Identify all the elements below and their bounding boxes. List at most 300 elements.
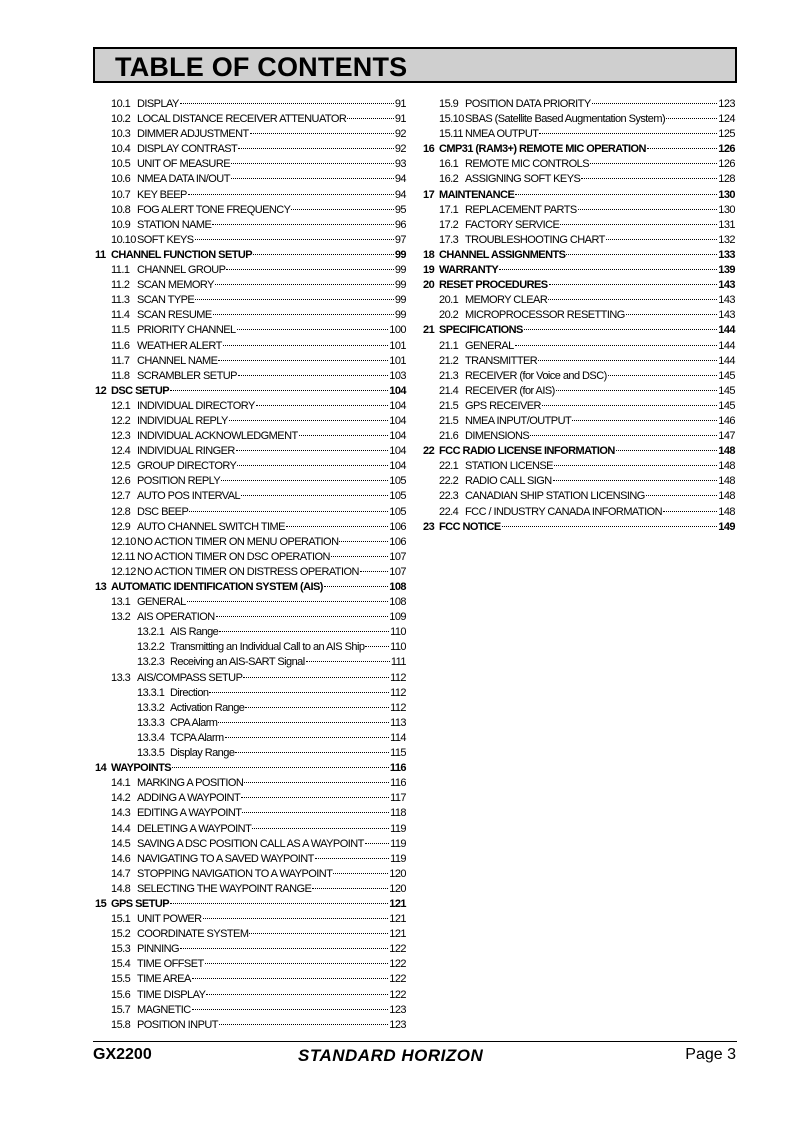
toc-entry-page: 99 xyxy=(394,248,406,261)
toc-entry-page: 109 xyxy=(389,611,406,624)
toc-entry-number: 13.2.3 xyxy=(137,656,165,669)
toc-section-entry[interactable] xyxy=(95,203,406,218)
toc-section-entry[interactable] xyxy=(95,535,406,550)
toc-chapter-entry[interactable] xyxy=(95,761,406,776)
toc-section-entry[interactable] xyxy=(423,157,735,172)
toc-section-entry[interactable] xyxy=(95,822,406,837)
toc-entry-number: 14.2 xyxy=(111,792,131,805)
toc-section-entry[interactable] xyxy=(95,127,406,142)
toc-entry-number: 10.2 xyxy=(111,113,131,126)
toc-entry-label: PINNING xyxy=(137,943,179,956)
toc-entry-page: 148 xyxy=(718,445,735,458)
toc-dot-leader xyxy=(590,162,717,164)
toc-entry-label: SPECIFICATIONS xyxy=(439,324,523,337)
toc-entry-number: 11 xyxy=(95,248,106,261)
toc-entry-page: 99 xyxy=(394,309,406,322)
toc-section-entry[interactable] xyxy=(423,369,735,384)
toc-entry-number: 13.3.4 xyxy=(137,731,165,744)
toc-entry-number: 15.10 xyxy=(439,113,464,126)
toc-entry-label: NMEA OUTPUT xyxy=(465,128,539,141)
toc-entry-number: 14.8 xyxy=(111,882,131,895)
toc-entry-label: AIS Range xyxy=(170,626,219,639)
toc-entry-page: 120 xyxy=(389,882,406,895)
toc-entry-label: INDIVIDUAL RINGER xyxy=(137,445,235,458)
footer-model: GX2200 xyxy=(93,1046,152,1063)
toc-section-entry[interactable] xyxy=(95,172,406,187)
toc-section-entry[interactable] xyxy=(95,867,406,882)
toc-chapter-entry[interactable] xyxy=(423,323,735,338)
toc-entry-label: SCRAMBLER SETUP xyxy=(137,369,237,382)
toc-dot-leader xyxy=(241,494,388,496)
toc-entry-number: 12.9 xyxy=(111,520,131,533)
toc-dot-leader xyxy=(249,932,388,934)
toc-dot-leader xyxy=(219,630,389,632)
toc-dot-leader xyxy=(606,238,717,240)
toc-section-entry[interactable] xyxy=(95,988,406,1003)
toc-entry-page: 104 xyxy=(389,414,406,427)
toc-chapter-entry[interactable] xyxy=(423,263,735,278)
toc-entry-number: 10.1 xyxy=(111,98,131,110)
toc-dot-leader xyxy=(331,555,388,557)
toc-dot-leader xyxy=(560,223,717,225)
toc-entry-label: AUTOMATIC IDENTIFICATION SYSTEM (AIS) xyxy=(111,581,323,593)
toc-entry-number: 21.2 xyxy=(439,354,459,367)
toc-entry-label: ASSIGNING SOFT KEYS xyxy=(465,173,581,186)
toc-entry-page: 107 xyxy=(389,550,406,563)
toc-section-entry[interactable] xyxy=(423,489,735,504)
toc-entry-number: 14 xyxy=(95,762,107,775)
toc-entry-number: 14.4 xyxy=(111,822,131,835)
toc-section-entry[interactable] xyxy=(95,942,406,957)
toc-subsection-entry[interactable] xyxy=(95,701,406,716)
toc-dot-leader xyxy=(592,102,718,104)
toc-entry-number: 13.3.1 xyxy=(137,686,165,699)
toc-entry-page: 99 xyxy=(394,264,406,277)
toc-entry-label: Display Range xyxy=(170,747,235,760)
toc-dot-leader xyxy=(250,132,394,134)
toc-section-entry[interactable] xyxy=(423,505,735,520)
toc-entry-label: NMEA DATA IN/OUT xyxy=(137,173,230,186)
toc-section-entry[interactable] xyxy=(95,972,406,987)
toc-entry-page: 110 xyxy=(390,641,406,654)
toc-entry-page: 131 xyxy=(718,218,735,231)
toc-section-entry[interactable] xyxy=(95,399,406,414)
toc-dot-leader xyxy=(216,615,389,617)
toc-dot-leader xyxy=(365,842,389,844)
toc-section-entry[interactable] xyxy=(95,595,406,610)
toc-dot-leader xyxy=(538,359,717,361)
toc-entry-label: DISPLAY CONTRAST xyxy=(137,143,238,156)
toc-section-entry[interactable] xyxy=(423,293,735,308)
toc-entry-label: RECEIVER (for Voice and DSC) xyxy=(465,369,607,382)
toc-entry-number: 22.1 xyxy=(439,460,459,473)
toc-entry-number: 22.3 xyxy=(439,490,459,503)
toc-entry-label: CHANNEL GROUP xyxy=(137,264,226,277)
toc-subsection-entry[interactable] xyxy=(95,716,406,731)
toc-entry-number: 10.10 xyxy=(111,233,136,246)
toc-section-entry[interactable] xyxy=(95,1003,406,1018)
toc-entry-label: WARRANTY xyxy=(439,264,499,277)
toc-dot-leader xyxy=(256,404,389,406)
toc-dot-leader xyxy=(616,449,718,451)
toc-section-entry[interactable] xyxy=(423,459,735,474)
toc-section-entry[interactable] xyxy=(95,505,406,520)
toc-entry-number: 15.6 xyxy=(111,988,131,1001)
toc-dot-leader xyxy=(237,328,389,330)
toc-entry-label: FACTORY SERVICE xyxy=(465,218,560,231)
toc-section-entry[interactable] xyxy=(423,414,735,429)
toc-section-entry[interactable] xyxy=(95,233,406,248)
toc-dot-leader xyxy=(242,811,389,813)
toc-entry-label: RECEIVER (for AIS) xyxy=(465,384,555,397)
toc-entry-number: 14.5 xyxy=(111,837,131,850)
toc-section-entry[interactable] xyxy=(95,489,406,504)
toc-entry-number: 13.3.2 xyxy=(137,701,165,714)
toc-section-entry[interactable] xyxy=(95,369,406,384)
toc-entry-label: POSITION REPLY xyxy=(137,475,221,488)
toc-entry-label: TIME DISPLAY xyxy=(137,988,206,1001)
toc-entry-number: 12.12 xyxy=(111,565,136,578)
toc-entry-page: 121 xyxy=(389,913,406,926)
toc-entry-label: Direction xyxy=(170,686,209,699)
toc-section-entry[interactable] xyxy=(423,354,735,369)
toc-entry-number: 15.9 xyxy=(439,98,459,110)
toc-subsection-entry[interactable] xyxy=(95,731,406,746)
toc-entry-page: 113 xyxy=(390,716,406,729)
toc-section-entry[interactable] xyxy=(423,203,735,218)
toc-entry-number: 12.11 xyxy=(111,550,135,563)
toc-chapter-entry[interactable] xyxy=(423,142,735,157)
toc-entry-page: 121 xyxy=(389,897,406,910)
footer-page-number: Page 3 xyxy=(685,1046,736,1063)
toc-entry-label: GPS RECEIVER xyxy=(465,399,541,412)
toc-section-entry[interactable] xyxy=(95,414,406,429)
toc-entry-number: 13.2.1 xyxy=(137,626,165,639)
toc-dot-leader xyxy=(221,479,388,481)
toc-entry-number: 22.4 xyxy=(439,505,459,518)
toc-entry-label: STATION LICENSE xyxy=(465,460,553,473)
toc-section-entry[interactable] xyxy=(423,172,735,187)
toc-entry-number: 21.5 xyxy=(439,399,459,412)
toc-chapter-entry[interactable] xyxy=(423,444,735,459)
toc-right-column xyxy=(423,97,735,535)
toc-section-entry[interactable] xyxy=(423,112,735,127)
toc-dot-leader xyxy=(646,494,718,496)
toc-entry-number: 11.2 xyxy=(111,279,130,292)
toc-entry-page: 122 xyxy=(389,943,406,956)
toc-entry-number: 15.4 xyxy=(111,958,131,971)
toc-section-entry[interactable] xyxy=(95,354,406,369)
toc-dot-leader xyxy=(566,253,717,255)
toc-entry-label: DELETING A WAYPOINT xyxy=(137,822,252,835)
toc-entry-page: 112 xyxy=(390,671,406,684)
toc-section-entry[interactable] xyxy=(423,97,735,112)
toc-dot-leader xyxy=(524,328,718,330)
toc-entry-page: 104 xyxy=(389,384,406,397)
toc-dot-leader xyxy=(554,464,717,466)
toc-entry-page: 148 xyxy=(718,475,735,488)
toc-entry-label: WAYPOINTS xyxy=(111,762,172,775)
toc-section-entry[interactable] xyxy=(95,520,406,535)
toc-dot-leader xyxy=(315,857,389,859)
toc-dot-leader xyxy=(515,344,718,346)
toc-entry-number: 10.4 xyxy=(111,143,131,156)
toc-chapter-entry[interactable] xyxy=(95,248,406,263)
toc-entry-label: NO ACTION TIMER ON DISTRESS OPERATION xyxy=(137,565,359,578)
toc-entry-number: 21.4 xyxy=(439,384,459,397)
toc-entry-page: 148 xyxy=(718,490,735,503)
toc-entry-page: 122 xyxy=(389,988,406,1001)
toc-dot-leader xyxy=(333,872,388,874)
toc-section-entry[interactable] xyxy=(95,188,406,203)
toc-section-entry[interactable] xyxy=(95,293,406,308)
toc-entry-page: 112 xyxy=(390,686,406,699)
toc-section-entry[interactable] xyxy=(95,444,406,459)
toc-dot-leader xyxy=(578,208,718,210)
toc-entry-page: 130 xyxy=(718,203,735,216)
toc-dot-leader xyxy=(663,510,717,512)
toc-section-entry[interactable] xyxy=(95,339,406,354)
toc-section-entry[interactable] xyxy=(95,1018,406,1033)
toc-entry-page: 148 xyxy=(718,505,735,518)
toc-section-entry[interactable] xyxy=(95,323,406,338)
toc-entry-number: 15 xyxy=(95,897,107,910)
toc-entry-label: GPS SETUP xyxy=(111,897,170,910)
toc-entry-label: STOPPING NAVIGATION TO A WAYPOINT xyxy=(137,867,333,880)
toc-dot-leader xyxy=(252,827,389,829)
toc-entry-number: 11.1 xyxy=(111,264,130,277)
toc-entry-number: 15.11 xyxy=(439,128,463,141)
toc-entry-label: NMEA INPUT/OUTPUT xyxy=(465,414,572,427)
toc-entry-label: GENERAL xyxy=(465,339,514,352)
toc-section-entry[interactable] xyxy=(423,399,735,414)
toc-dot-leader xyxy=(172,766,389,768)
toc-dot-leader xyxy=(187,600,389,602)
toc-section-entry[interactable] xyxy=(95,912,406,927)
toc-entry-page: 92 xyxy=(394,128,406,141)
toc-section-entry[interactable] xyxy=(95,610,406,625)
toc-section-entry[interactable] xyxy=(423,339,735,354)
toc-entry-number: 14.6 xyxy=(111,852,131,865)
toc-entry-label: SCAN MEMORY xyxy=(137,279,214,292)
toc-section-entry[interactable] xyxy=(95,97,406,112)
toc-entry-number: 12.1 xyxy=(111,399,131,412)
toc-chapter-entry[interactable] xyxy=(423,278,735,293)
title-banner xyxy=(93,47,737,83)
toc-chapter-entry[interactable] xyxy=(95,897,406,912)
toc-entry-number: 22.2 xyxy=(439,475,459,488)
toc-entry-label: AUTO POS INTERVAL xyxy=(137,490,241,503)
toc-dot-leader xyxy=(212,223,394,225)
toc-entry-page: 120 xyxy=(389,867,406,880)
toc-entry-number: 20.1 xyxy=(439,294,459,307)
toc-subsection-entry[interactable] xyxy=(95,655,406,670)
toc-section-entry[interactable] xyxy=(95,837,406,852)
toc-entry-page: 110 xyxy=(390,626,406,639)
toc-dot-leader xyxy=(243,676,389,678)
toc-entry-number: 10.5 xyxy=(111,158,131,171)
toc-dot-leader xyxy=(203,917,389,919)
toc-dot-leader xyxy=(253,253,394,255)
toc-subsection-entry[interactable] xyxy=(95,686,406,701)
toc-entry-page: 143 xyxy=(718,279,735,292)
toc-dot-leader xyxy=(238,374,388,376)
toc-entry-page: 91 xyxy=(394,98,406,110)
toc-entry-number: 12.7 xyxy=(111,490,131,503)
toc-entry-page: 111 xyxy=(390,656,406,669)
toc-entry-label: SBAS (Satellite Based Augmentation System) xyxy=(465,113,666,126)
toc-entry-label: AIS OPERATION xyxy=(137,611,215,624)
toc-section-entry[interactable] xyxy=(423,233,735,248)
toc-dot-leader xyxy=(347,117,394,119)
toc-entry-page: 125 xyxy=(718,128,735,141)
toc-entry-label: POSITION INPUT xyxy=(137,1018,218,1031)
toc-section-entry[interactable] xyxy=(95,218,406,233)
toc-entry-label: POSITION DATA PRIORITY xyxy=(465,98,591,110)
toc-section-entry[interactable] xyxy=(95,278,406,293)
toc-subsection-entry[interactable] xyxy=(95,746,406,761)
toc-section-entry[interactable] xyxy=(95,308,406,323)
toc-entry-page: 145 xyxy=(718,369,735,382)
toc-entry-number: 17 xyxy=(423,188,435,201)
toc-section-entry[interactable] xyxy=(95,927,406,942)
toc-dot-leader xyxy=(530,434,717,436)
toc-section-entry[interactable] xyxy=(423,218,735,233)
toc-section-entry[interactable] xyxy=(95,263,406,278)
toc-dot-leader xyxy=(581,177,717,179)
toc-section-entry[interactable] xyxy=(95,142,406,157)
toc-section-entry[interactable] xyxy=(95,852,406,867)
toc-entry-number: 10.7 xyxy=(111,188,131,201)
toc-section-entry[interactable] xyxy=(423,384,735,399)
toc-entry-page: 101 xyxy=(389,354,406,367)
toc-entry-page: 93 xyxy=(394,158,406,171)
toc-entry-page: 147 xyxy=(718,430,735,443)
toc-section-entry[interactable] xyxy=(95,429,406,444)
toc-entry-page: 117 xyxy=(390,792,406,805)
toc-dot-leader xyxy=(312,887,388,889)
toc-entry-label: CHANNEL ASSIGNMENTS xyxy=(439,248,566,261)
toc-entry-number: 17.3 xyxy=(439,233,459,246)
toc-entry-page: 115 xyxy=(390,747,406,760)
toc-entry-number: 13 xyxy=(95,581,107,593)
toc-entry-page: 122 xyxy=(389,973,406,986)
toc-entry-page: 108 xyxy=(389,596,406,609)
toc-entry-label: Activation Range xyxy=(170,701,245,714)
toc-entry-number: 10.3 xyxy=(111,128,131,141)
toc-chapter-entry[interactable] xyxy=(95,580,406,595)
toc-entry-number: 23 xyxy=(423,520,435,533)
toc-section-entry[interactable] xyxy=(95,459,406,474)
toc-entry-page: 143 xyxy=(718,309,735,322)
toc-section-entry[interactable] xyxy=(95,565,406,580)
toc-chapter-entry[interactable] xyxy=(423,520,735,535)
toc-chapter-entry[interactable] xyxy=(423,248,735,263)
toc-section-entry[interactable] xyxy=(423,429,735,444)
toc-section-entry[interactable] xyxy=(95,957,406,972)
toc-entry-page: 119 xyxy=(390,822,406,835)
toc-entry-page: 126 xyxy=(718,158,735,171)
toc-section-entry[interactable] xyxy=(423,127,735,142)
toc-entry-number: 16 xyxy=(423,143,435,156)
toc-section-entry[interactable] xyxy=(95,550,406,565)
toc-entry-label: SCAN TYPE xyxy=(137,294,195,307)
toc-entry-page: 144 xyxy=(718,324,735,337)
toc-entry-label: UNIT OF MEASURE xyxy=(137,158,231,171)
toc-entry-label: COORDINATE SYSTEM xyxy=(137,928,249,941)
toc-section-entry[interactable] xyxy=(95,157,406,172)
toc-dot-leader xyxy=(238,147,394,149)
toc-chapter-entry[interactable] xyxy=(423,188,735,203)
toc-entry-page: 104 xyxy=(389,430,406,443)
toc-entry-label: TROUBLESHOOTING CHART xyxy=(465,233,605,246)
toc-dot-leader xyxy=(229,419,388,421)
toc-entry-page: 145 xyxy=(718,399,735,412)
toc-dot-leader xyxy=(215,283,394,285)
toc-dot-leader xyxy=(324,585,388,587)
toc-subsection-entry[interactable] xyxy=(95,640,406,655)
toc-dot-leader xyxy=(515,193,717,195)
toc-entry-number: 11.5 xyxy=(111,324,130,337)
toc-dot-leader xyxy=(572,419,717,421)
toc-entry-label: DISPLAY xyxy=(137,98,179,110)
toc-entry-label: SELECTING THE WAYPOINT RANGE xyxy=(137,882,312,895)
toc-entry-page: 94 xyxy=(394,188,406,201)
toc-entry-page: 116 xyxy=(389,762,406,775)
toc-entry-label: UNIT POWER xyxy=(137,913,202,926)
toc-entry-number: 11.4 xyxy=(111,309,130,322)
toc-entry-number: 21.5 xyxy=(439,414,459,427)
toc-entry-page: 106 xyxy=(389,520,406,533)
toc-section-entry[interactable] xyxy=(95,776,406,791)
toc-section-entry[interactable] xyxy=(95,671,406,686)
toc-dot-leader xyxy=(647,147,717,149)
toc-entry-page: 92 xyxy=(394,143,406,156)
toc-section-entry[interactable] xyxy=(423,474,735,489)
toc-entry-number: 16.1 xyxy=(439,158,459,171)
toc-entry-number: 12.8 xyxy=(111,505,131,518)
toc-section-entry[interactable] xyxy=(423,308,735,323)
toc-entry-label: INDIVIDUAL ACKNOWLEDGMENT xyxy=(137,430,298,443)
toc-section-entry[interactable] xyxy=(95,882,406,897)
toc-dot-leader xyxy=(218,721,389,723)
toc-dot-leader xyxy=(226,268,393,270)
toc-entry-label: KEY BEEP xyxy=(137,188,187,201)
toc-chapter-entry[interactable] xyxy=(95,384,406,399)
toc-entry-page: 114 xyxy=(390,731,406,744)
toc-dot-leader xyxy=(213,313,394,315)
toc-entry-label: DIMMER ADJUSTMENT xyxy=(137,128,249,141)
toc-dot-leader xyxy=(499,268,717,270)
toc-entry-label: MAINTENANCE xyxy=(439,188,515,201)
toc-section-entry[interactable] xyxy=(95,791,406,806)
toc-entry-number: 15.1 xyxy=(111,913,131,926)
toc-entry-label: DIMENSIONS xyxy=(465,430,530,443)
toc-entry-page: 105 xyxy=(389,490,406,503)
toc-entry-label: AIS/COMPASS SETUP xyxy=(137,671,243,684)
toc-section-entry[interactable] xyxy=(95,806,406,821)
toc-entry-page: 145 xyxy=(718,384,735,397)
toc-entry-number: 20 xyxy=(423,279,435,292)
toc-section-entry[interactable] xyxy=(95,474,406,489)
toc-subsection-entry[interactable] xyxy=(95,625,406,640)
toc-entry-label: CMP31 (RAM3+) REMOTE MIC OPERATION xyxy=(439,143,646,156)
toc-entry-number: 11.3 xyxy=(111,294,130,307)
footer-brand-logo: STANDARD HORIZON xyxy=(298,1046,484,1065)
toc-section-entry[interactable] xyxy=(95,112,406,127)
toc-entry-number: 11.7 xyxy=(111,354,130,367)
toc-entry-number: 15.5 xyxy=(111,973,131,986)
